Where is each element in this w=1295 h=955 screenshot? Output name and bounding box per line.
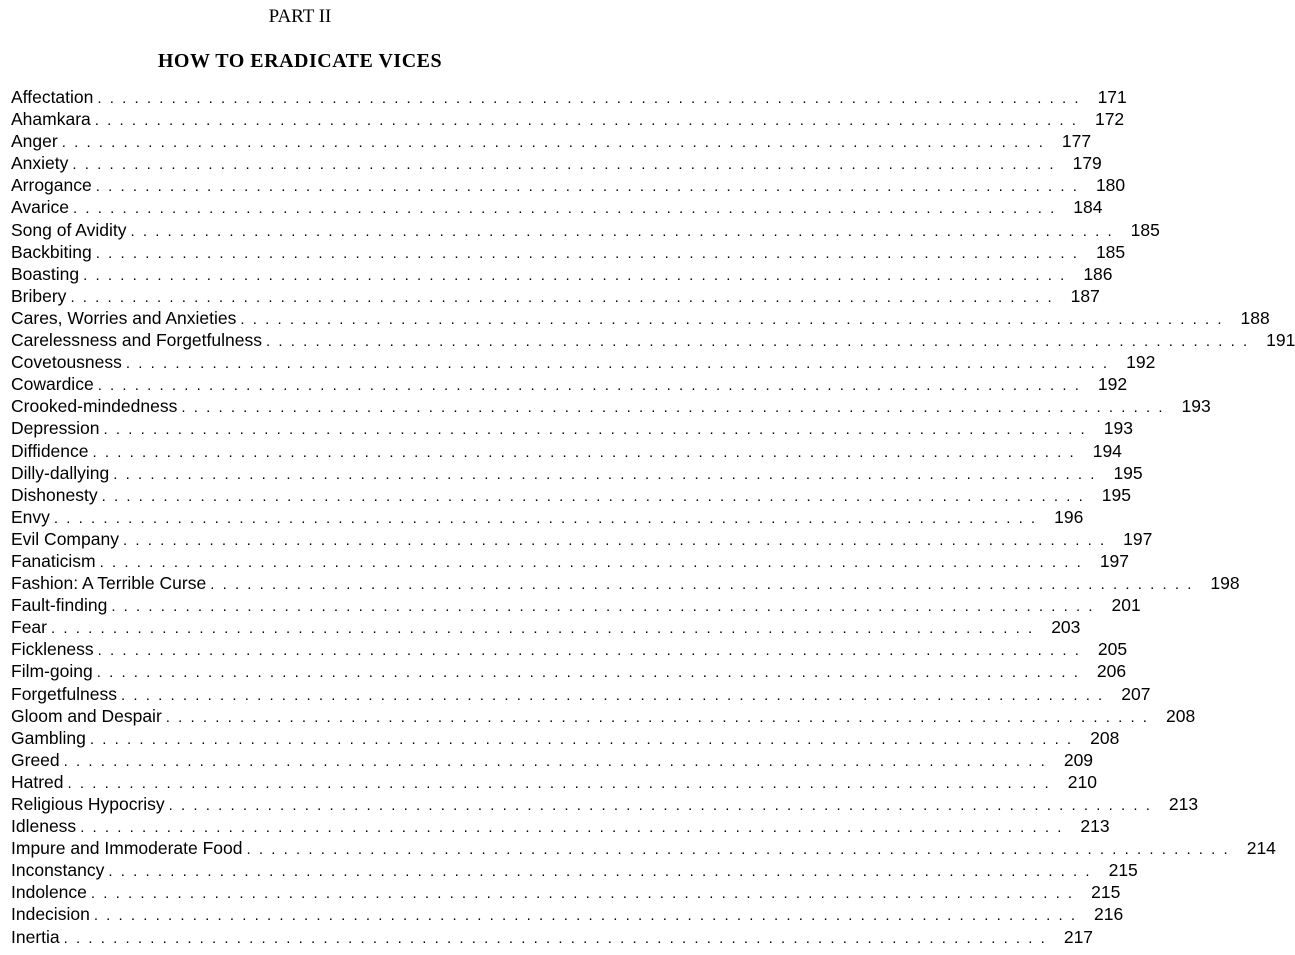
toc-entry-page-number: 186 bbox=[1083, 263, 1113, 284]
toc-entry-title: Fashion: A Terrible Curse bbox=[11, 573, 207, 594]
toc-entry-page-number: 209 bbox=[1063, 749, 1094, 770]
toc-entry-title: Fault-finding bbox=[11, 595, 108, 616]
toc-entry-title: Fear bbox=[11, 617, 47, 638]
toc-entry-title: Fanaticism bbox=[11, 550, 96, 571]
toc-entry-page-number: 215 bbox=[1091, 882, 1121, 903]
toc-entry bbox=[11, 727, 1120, 749]
toc-entry-title: Anger bbox=[11, 131, 58, 152]
toc-entry-page-number: 197 bbox=[1099, 550, 1130, 571]
toc-entry-page-number: 188 bbox=[1240, 307, 1270, 328]
dot-leader: ................................................................................ bbox=[125, 355, 1116, 373]
dot-leader: ................................................................................ bbox=[95, 178, 1086, 196]
toc-entry bbox=[11, 263, 1113, 285]
toc-entry-page-number: 184 bbox=[1073, 197, 1103, 218]
toc-entry-page-number: 194 bbox=[1092, 440, 1122, 461]
toc-entry bbox=[11, 528, 1153, 550]
dot-leader: ................................................................................ bbox=[265, 333, 1256, 351]
dot-leader: ................................................................................ bbox=[50, 620, 1041, 638]
toc-entry-title: Hatred bbox=[11, 771, 64, 792]
dot-leader: ................................................................................ bbox=[246, 841, 1236, 859]
toc-entry-title: Avarice bbox=[11, 197, 70, 218]
toc-entry-page-number: 171 bbox=[1097, 87, 1127, 107]
toc-entry-page-number: 192 bbox=[1126, 352, 1156, 373]
toc-entry-page-number: 187 bbox=[1070, 285, 1100, 306]
toc-entry-page-number: 217 bbox=[1063, 926, 1094, 947]
dot-leader: ................................................................................ bbox=[97, 90, 1087, 107]
toc-entry bbox=[11, 771, 1097, 793]
dot-leader: ................................................................................ bbox=[111, 598, 1101, 616]
toc-entry bbox=[11, 506, 1084, 528]
toc-entry-title: Arrogance bbox=[11, 175, 92, 196]
dot-leader: ................................................................................ bbox=[83, 266, 1073, 284]
toc-entry-page-number: 208 bbox=[1165, 705, 1196, 726]
dot-leader: ................................................................................ bbox=[165, 708, 1156, 726]
dot-leader: ................................................................................ bbox=[122, 531, 1113, 549]
toc-entry-page-number: 203 bbox=[1051, 617, 1081, 638]
toc-entry-page-number: 177 bbox=[1061, 131, 1092, 152]
dot-leader: ................................................................................ bbox=[103, 421, 1093, 439]
toc-entry bbox=[11, 373, 1128, 395]
toc-entry bbox=[11, 219, 1160, 241]
toc-entry-page-number: 215 bbox=[1108, 860, 1138, 881]
toc-entry bbox=[11, 594, 1141, 616]
dot-leader: ................................................................................ bbox=[89, 730, 1080, 748]
toc-entry-page-number: 207 bbox=[1121, 683, 1151, 704]
toc-entry bbox=[11, 174, 1126, 196]
toc-entry-title: Diffidence bbox=[11, 440, 89, 461]
toc-entry-page-number: 213 bbox=[1080, 816, 1110, 837]
table-of-contents bbox=[11, 86, 1295, 948]
toc-entry bbox=[11, 196, 1103, 218]
dot-leader: ................................................................................ bbox=[53, 509, 1044, 527]
dot-leader: ................................................................................ bbox=[240, 310, 1230, 328]
dot-leader: ................................................................................ bbox=[63, 752, 1054, 770]
toc-entry-page-number: 216 bbox=[1094, 904, 1124, 925]
toc-entry-page-number: 193 bbox=[1181, 396, 1211, 417]
toc-entry-title: Covetousness bbox=[11, 352, 122, 373]
dot-leader: ................................................................................ bbox=[93, 907, 1084, 925]
dot-leader: ................................................................................ bbox=[97, 377, 1088, 395]
toc-entry bbox=[11, 329, 1295, 351]
toc-entry bbox=[11, 86, 1127, 108]
toc-entry-title: Carelessness and Forgetfulness bbox=[11, 330, 262, 351]
dot-leader: ................................................................................ bbox=[108, 863, 1098, 881]
dot-leader: ................................................................................ bbox=[121, 686, 1111, 704]
toc-entry-page-number: 185 bbox=[1130, 219, 1160, 240]
toc-entry-page-number: 201 bbox=[1111, 595, 1141, 616]
toc-entry-title: Bribery bbox=[11, 285, 67, 306]
toc-entry bbox=[11, 307, 1270, 329]
toc-entry-title: Backbiting bbox=[11, 241, 92, 262]
toc-entry-page-number: 205 bbox=[1097, 639, 1128, 660]
dot-leader: ................................................................................ bbox=[67, 774, 1057, 792]
dot-leader: ................................................................................ bbox=[97, 642, 1088, 660]
toc-entry-page-number: 180 bbox=[1095, 175, 1126, 196]
toc-entry-title: Cowardice bbox=[11, 374, 94, 395]
dot-leader: ................................................................................ bbox=[80, 819, 1070, 837]
dot-leader: ................................................................................ bbox=[90, 885, 1081, 903]
toc-entry bbox=[11, 108, 1125, 130]
dot-leader: ................................................................................ bbox=[61, 134, 1052, 152]
toc-entry-page-number: 179 bbox=[1072, 153, 1102, 174]
toc-entry bbox=[11, 484, 1131, 506]
toc-entry-title: Song of Avidity bbox=[11, 219, 127, 240]
toc-entry-title: Affectation bbox=[11, 87, 94, 107]
dot-leader: ................................................................................ bbox=[70, 288, 1060, 306]
dot-leader: ................................................................................ bbox=[113, 465, 1103, 483]
toc-entry bbox=[11, 859, 1138, 881]
toc-entry-title: Religious Hypocrisy bbox=[11, 794, 165, 814]
dot-leader: ................................................................................ bbox=[72, 156, 1062, 174]
toc-entry-title: Cares, Worries and Anxieties bbox=[11, 307, 237, 328]
toc-entry-title: Depression bbox=[11, 418, 100, 439]
toc-entry-title: Crooked-mindedness bbox=[11, 396, 178, 417]
toc-entry bbox=[11, 793, 1199, 815]
toc-entry-page-number: 195 bbox=[1113, 462, 1143, 483]
toc-entry-page-number: 196 bbox=[1054, 506, 1084, 527]
toc-entry-page-number: 198 bbox=[1210, 573, 1240, 594]
toc-entry-title: Forgetfulness bbox=[11, 683, 118, 704]
toc-entry-page-number: 210 bbox=[1067, 771, 1097, 792]
toc-entry-title: Inertia bbox=[11, 926, 60, 947]
toc-entry-page-number: 197 bbox=[1123, 528, 1153, 549]
toc-entry-title: Fickleness bbox=[11, 639, 94, 660]
dot-leader: ................................................................................ bbox=[94, 112, 1085, 130]
dot-leader: ................................................................................ bbox=[168, 797, 1159, 814]
toc-entry-title: Dilly-dallying bbox=[11, 462, 110, 483]
section-title: HOW TO ERADICATE VICES bbox=[157, 50, 443, 72]
toc-entry-page-number: 213 bbox=[1168, 794, 1199, 814]
toc-entry-title: Indecision bbox=[11, 904, 90, 925]
toc-entry-title: Impure and Immoderate Food bbox=[11, 838, 243, 859]
toc-entry bbox=[11, 705, 1196, 727]
toc-entry bbox=[11, 152, 1102, 174]
toc-entry-page-number: 191 bbox=[1266, 330, 1295, 351]
toc-entry bbox=[11, 351, 1156, 373]
toc-entry-page-number: 172 bbox=[1094, 109, 1125, 130]
toc-entry bbox=[11, 683, 1151, 705]
toc-entry-page-number: 214 bbox=[1246, 838, 1276, 859]
toc-entry-title: Dishonesty bbox=[11, 484, 98, 505]
part-heading: PART II bbox=[268, 6, 332, 27]
toc-entry bbox=[11, 572, 1240, 594]
toc-entry bbox=[11, 241, 1126, 263]
toc-entry-title: Film-going bbox=[11, 661, 93, 682]
dot-leader: ................................................................................ bbox=[92, 443, 1082, 461]
toc-entry-title: Ahamkara bbox=[11, 109, 91, 130]
toc-entry-page-number: 193 bbox=[1103, 418, 1133, 439]
dot-leader: ................................................................................ bbox=[73, 200, 1063, 218]
toc-entry-page-number: 208 bbox=[1090, 727, 1120, 748]
toc-entry bbox=[11, 130, 1092, 152]
dot-leader: ................................................................................ bbox=[63, 929, 1054, 947]
toc-entry-title: Gloom and Despair bbox=[11, 705, 162, 726]
toc-entry-title: Envy bbox=[11, 506, 50, 527]
toc-entry-title: Boasting bbox=[11, 263, 80, 284]
toc-entry-title: Evil Company bbox=[11, 528, 119, 549]
dot-leader: ................................................................................ bbox=[96, 664, 1087, 682]
toc-entry bbox=[11, 926, 1094, 948]
toc-entry-title: Greed bbox=[11, 749, 60, 770]
toc-entry bbox=[11, 285, 1100, 307]
toc-entry-page-number: 195 bbox=[1101, 484, 1131, 505]
toc-entry-title: Gambling bbox=[11, 727, 86, 748]
toc-entry-page-number: 185 bbox=[1095, 241, 1126, 262]
toc-entry-page-number: 206 bbox=[1096, 661, 1127, 682]
toc-entry bbox=[11, 638, 1128, 660]
toc-entry bbox=[11, 417, 1133, 439]
toc-entry bbox=[11, 749, 1094, 771]
toc-entry bbox=[11, 837, 1276, 859]
dot-leader: ................................................................................ bbox=[101, 487, 1091, 505]
dot-leader: ................................................................................ bbox=[99, 553, 1090, 571]
toc-entry bbox=[11, 462, 1143, 484]
toc-entry bbox=[11, 440, 1122, 462]
toc-entry bbox=[11, 815, 1110, 837]
toc-entry-title: Idleness bbox=[11, 816, 77, 837]
dot-leader: ................................................................................ bbox=[210, 576, 1200, 594]
dot-leader: ................................................................................ bbox=[95, 244, 1086, 262]
toc-entry bbox=[11, 881, 1121, 903]
toc-entry-title: Indolence bbox=[11, 882, 87, 903]
dot-leader: ................................................................................ bbox=[181, 399, 1171, 417]
toc-entry bbox=[11, 660, 1127, 682]
toc-entry bbox=[11, 616, 1081, 638]
toc-entry bbox=[11, 395, 1211, 417]
toc-entry-title: Anxiety bbox=[11, 153, 69, 174]
toc-entry-page-number: 192 bbox=[1097, 374, 1128, 395]
toc-entry-title: Inconstancy bbox=[11, 860, 105, 881]
dot-leader: ................................................................................ bbox=[130, 222, 1120, 240]
toc-entry bbox=[11, 903, 1124, 925]
toc-entry bbox=[11, 550, 1130, 572]
